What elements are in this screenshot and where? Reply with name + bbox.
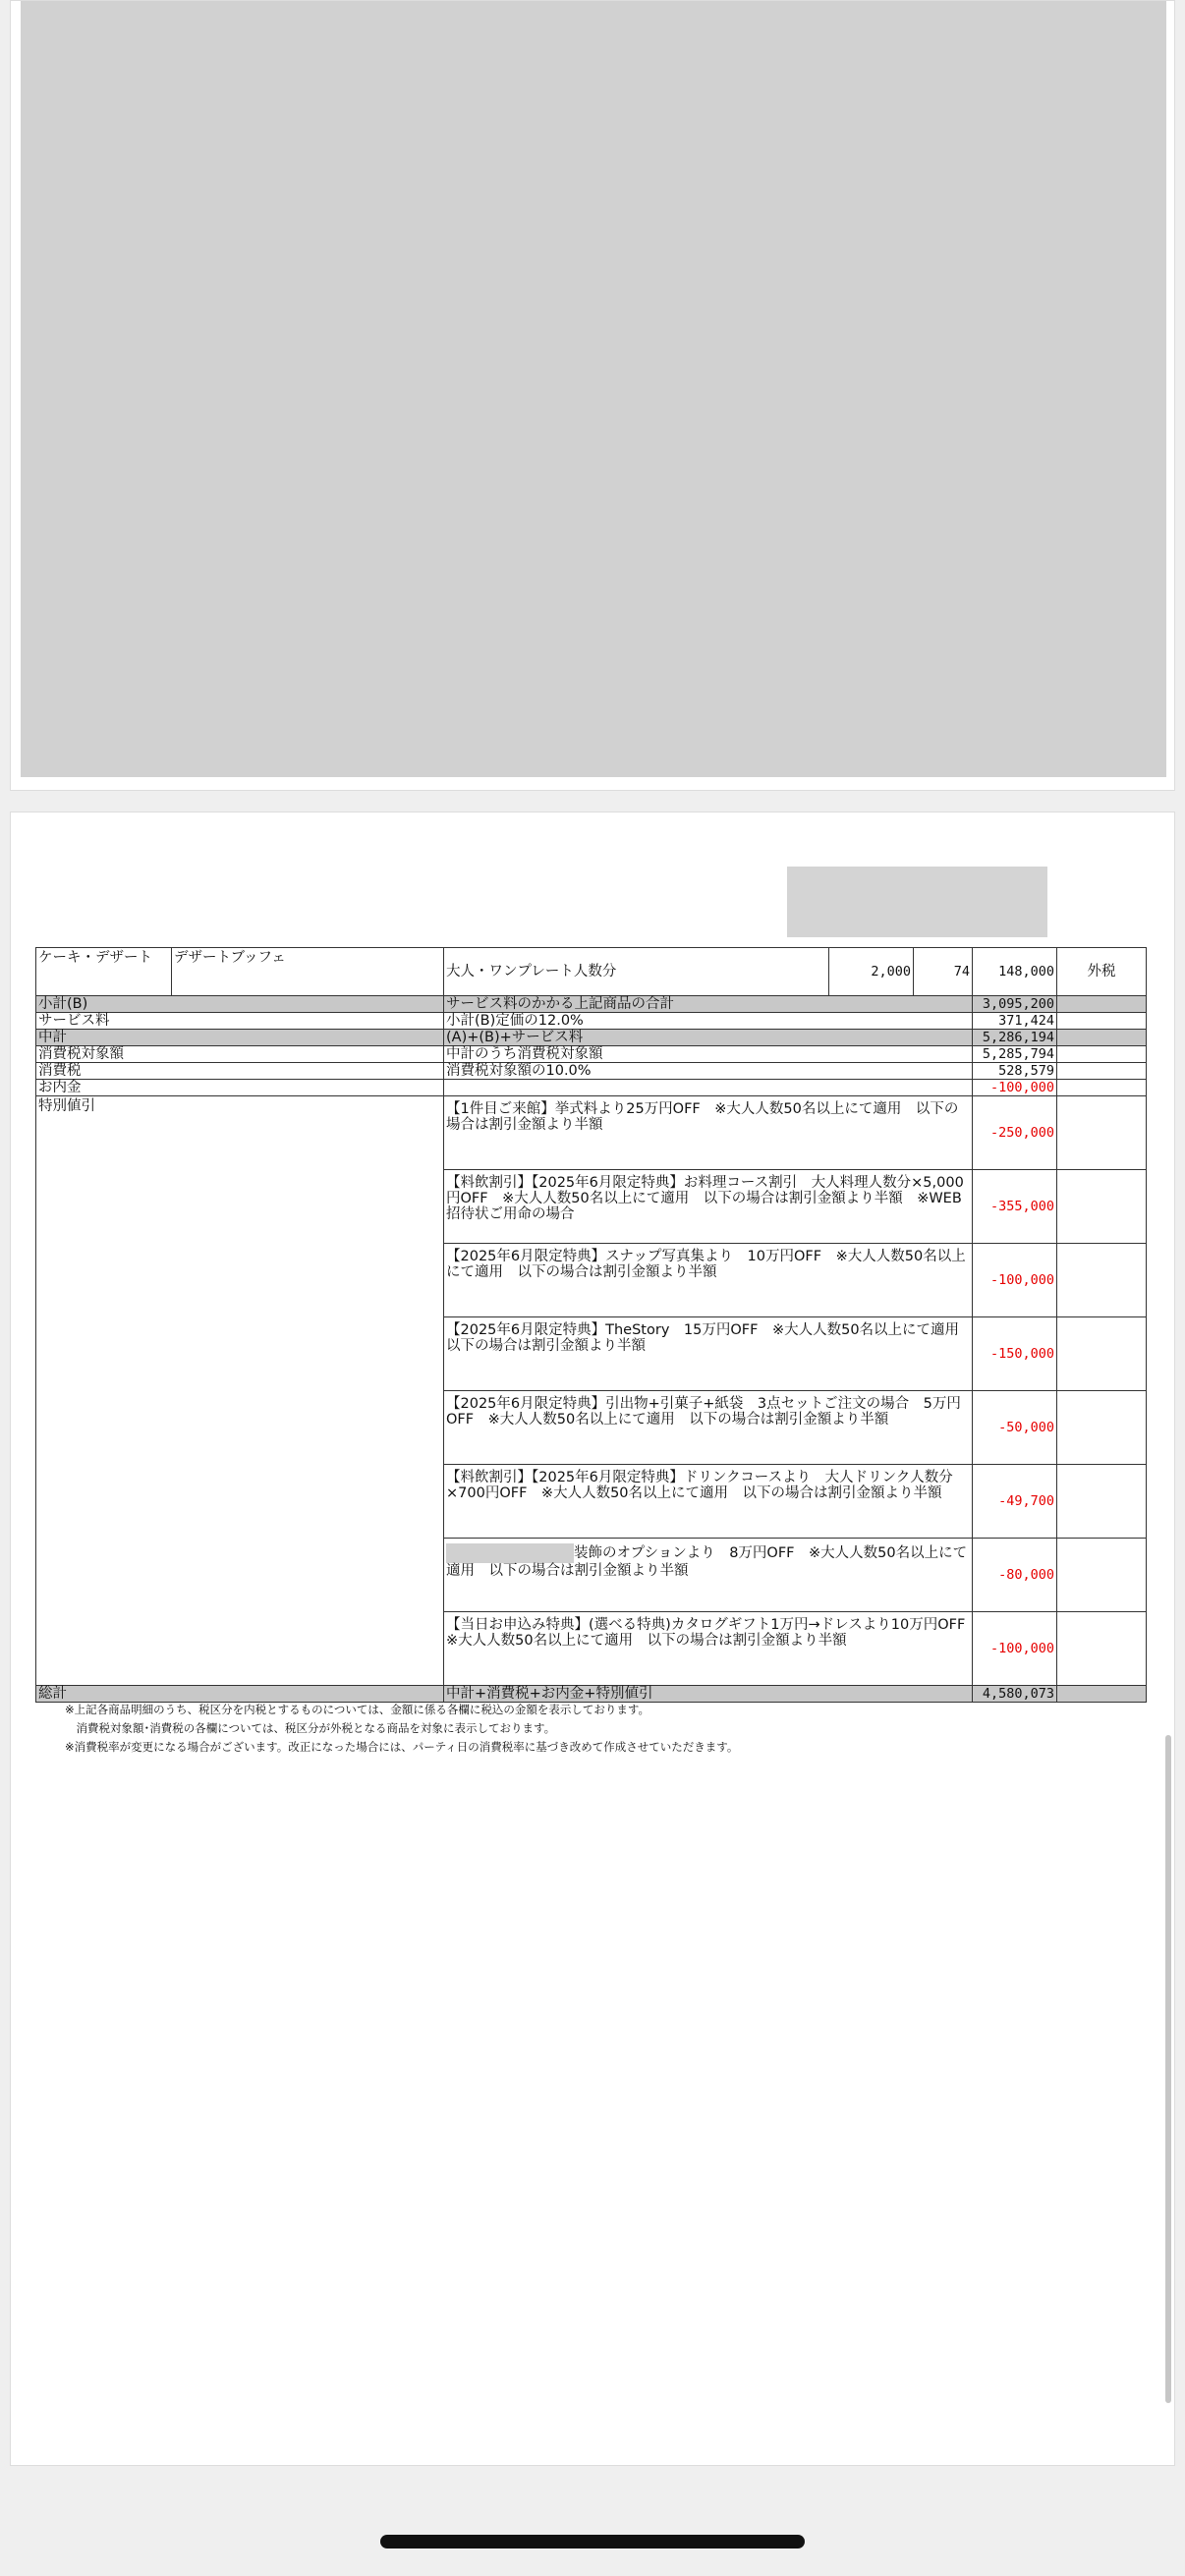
footnote: ※上記各商品明細のうち、税区分を内税とするものについては、金額に係る各欄に税込の金額を表示しております。 (65, 1703, 649, 1716)
summary-label: お内金 (36, 1080, 444, 1096)
estimate-table (35, 947, 1147, 1703)
discount-description (444, 1539, 973, 1612)
discount-amount: -355,000 (973, 1170, 1057, 1244)
page-previous (10, 0, 1175, 791)
summary-description (444, 1080, 973, 1096)
summary-label: 消費税対象額 (36, 1046, 444, 1063)
discount-blank (1057, 1317, 1147, 1391)
summary-blank (1057, 1013, 1147, 1030)
summary-blank (1057, 996, 1147, 1013)
summary-blank (1057, 1063, 1147, 1080)
summary-blank (1057, 1030, 1147, 1046)
discount-text: 【料飲割引】【2025年6月限定特典】お料理コース割引 大人料理人数分×5,000円OFF ※大人人数50名以上にて適用 以下の場合は割引金額より半額 ※WEB招待状ご用命の場合 (446, 1175, 964, 1222)
home-indicator[interactable] (380, 2535, 805, 2548)
discount-description (444, 1465, 973, 1539)
summary-label: 小計(B) (36, 996, 444, 1013)
total-blank (1057, 1686, 1147, 1703)
footnote: 消費税対象額･消費税の各欄については、税区分が外税となる商品を対象に表示しております。 (65, 1721, 556, 1735)
discount-blank (1057, 1170, 1147, 1244)
discount-amount: -100,000 (973, 1612, 1057, 1686)
item-amount: 148,000 (973, 948, 1057, 996)
redacted-text (446, 1543, 574, 1563)
summary-row (36, 1046, 1147, 1063)
discount-amount: -100,000 (973, 1244, 1057, 1317)
item-tax-type: 外税 (1057, 948, 1147, 996)
item-description: 大人・ワンプレート人数分 (444, 948, 829, 996)
table-row-item (36, 948, 1147, 996)
discount-blank (1057, 1244, 1147, 1317)
summary-description: 消費税対象額の10.0% (444, 1063, 973, 1080)
scrollbar[interactable] (1165, 1735, 1171, 2403)
discount-description (444, 1612, 980, 1686)
discount-text: 【2025年6月限定特典】スナップ写真集より 10万円OFF ※大人人数50名以上にて適用 以下の場合は割引金額より半額 (446, 1249, 966, 1280)
summary-description: 小計(B)定価の12.0% (444, 1013, 973, 1030)
discount-description (444, 1244, 973, 1317)
summary-row (36, 1063, 1147, 1080)
summary-row (36, 996, 1147, 1013)
discount-description (444, 1096, 973, 1170)
discount-blank (1057, 1391, 1147, 1465)
discount-description (444, 1170, 973, 1244)
summary-blank (1057, 1046, 1147, 1063)
redacted-stamp-area (787, 867, 1047, 937)
footnote: ※消費税率が変更になる場合がございます。改正になった場合には、パーティ日の消費税率に基づき改めて作成させていただきます。 (65, 1740, 739, 1754)
total-amount: 4,580,073 (973, 1686, 1057, 1703)
summary-amount: 371,424 (973, 1013, 1057, 1030)
item-category: ケーキ・デザート (36, 948, 172, 996)
item-quantity: 74 (914, 948, 973, 996)
discount-text: 【2025年6月限定特典】TheStory 15万円OFF ※大人人数50名以上にて適用 以下の場合は割引金額より半額 (446, 1322, 974, 1354)
total-description: 中計+消費税+お内金+特別値引 (444, 1686, 973, 1703)
page-estimate (10, 812, 1175, 2466)
summary-amount: -100,000 (973, 1080, 1057, 1096)
discount-label: 特別値引 (36, 1096, 444, 1686)
summary-amount: 3,095,200 (973, 996, 1057, 1013)
summary-row (36, 1030, 1147, 1046)
summary-amount: 5,286,194 (973, 1030, 1057, 1046)
total-label: 総計 (36, 1686, 444, 1703)
discount-text: 【1件目ご来館】挙式料より25万円OFF ※大人人数50名以上にて適用 以下の場合は割引金額より半額 (446, 1101, 959, 1133)
discount-description (444, 1317, 973, 1391)
redacted-area (21, 1, 1166, 777)
discount-amount: -49,700 (973, 1465, 1057, 1539)
summary-row (36, 1013, 1147, 1030)
item-unit-price: 2,000 (829, 948, 914, 996)
summary-amount: 528,579 (973, 1063, 1057, 1080)
summary-description: サービス料のかかる上記商品の合計 (444, 996, 973, 1013)
discount-blank (1057, 1539, 1147, 1612)
footnotes (65, 1701, 1146, 1757)
total-row (36, 1686, 1147, 1703)
discount-text: 【2025年6月限定特典】引出物+引菓子+紙袋 3点セットご注文の場合 5万円OFF ※大人人数50名以上にて適用 以下の場合は割引金額より半額 (446, 1396, 961, 1428)
discount-blank (1057, 1465, 1147, 1539)
summary-amount: 5,285,794 (973, 1046, 1057, 1063)
discount-blank (1057, 1612, 1147, 1686)
summary-description: (A)+(B)+サービス料 (444, 1030, 973, 1046)
summary-row (36, 1080, 1147, 1096)
discount-row (36, 1096, 1147, 1170)
discount-amount: -250,000 (973, 1096, 1057, 1170)
discount-description (444, 1391, 973, 1465)
summary-description: 中計のうち消費税対象額 (444, 1046, 973, 1063)
discount-blank (1057, 1096, 1147, 1170)
discount-amount: -150,000 (973, 1317, 1057, 1391)
discount-amount: -80,000 (973, 1539, 1057, 1612)
discount-text: 【料飲割引】【2025年6月限定特典】ドリンクコースより 大人ドリンク人数分×700円OFF ※大人人数50名以上にて適用 以下の場合は割引金額より半額 (446, 1470, 953, 1501)
discount-text: 装飾のオプションより 8万円OFF ※大人人数50名以上にて適用 以下の場合は割引金額より半額 (446, 1545, 968, 1579)
discount-amount: -50,000 (973, 1391, 1057, 1465)
summary-blank (1057, 1080, 1147, 1096)
discount-text: 【当日お申込み特典】(選べる特典)カタログギフト1万円→ドレスより10万円OFF ※大人人数50名以上にて適用 以下の場合は割引金額より半額 (446, 1617, 980, 1649)
summary-label: 中計 (36, 1030, 444, 1046)
summary-label: 消費税 (36, 1063, 444, 1080)
item-name: デザートブッフェ (172, 948, 444, 996)
summary-label: サービス料 (36, 1013, 444, 1030)
